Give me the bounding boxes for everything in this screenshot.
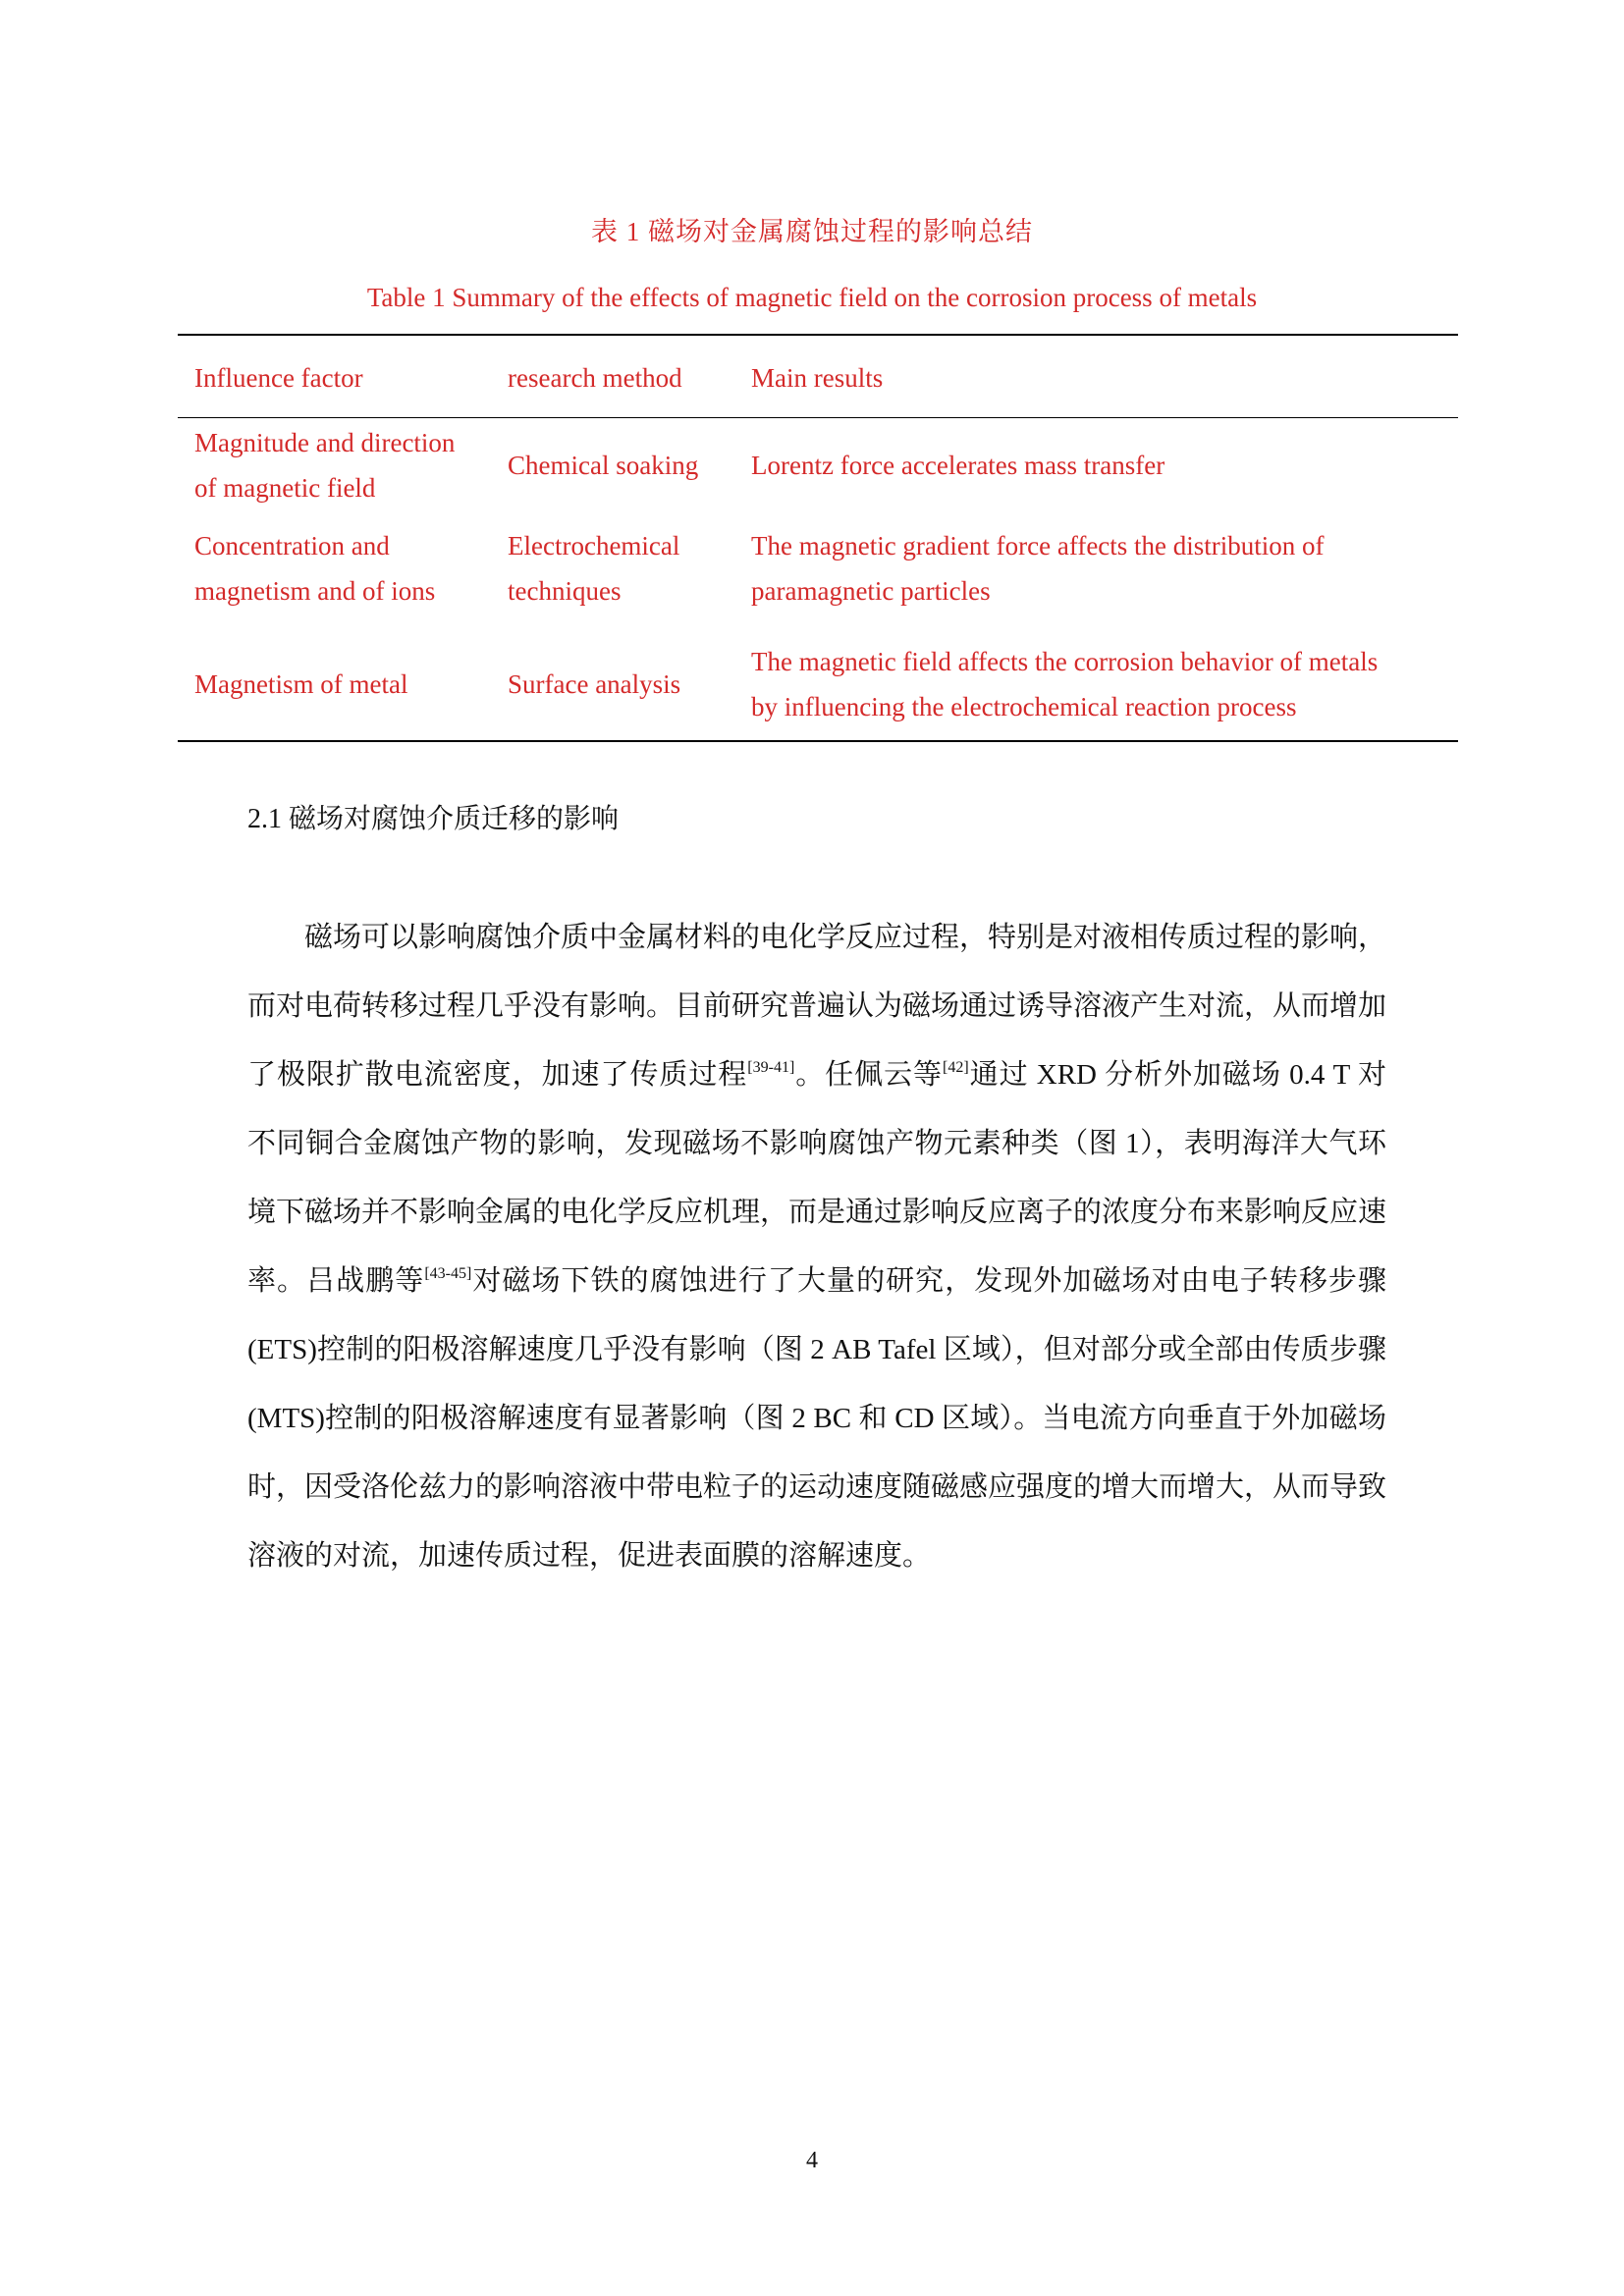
paragraph-line xyxy=(247,1041,1386,1109)
table-cell-result: paramagnetic particles xyxy=(751,576,991,606)
table-bottom-rule xyxy=(178,740,1458,742)
table-cell-factor: Magnetism of metal xyxy=(194,669,408,699)
citation: [43-45] xyxy=(424,1265,472,1282)
table-cell-factor: magnetism and of ions xyxy=(194,576,436,606)
paragraph-text: 率。吕战鹏等 xyxy=(247,1265,425,1297)
paragraph-line: 而对电荷转移过程几乎没有影响。目前研究普遍认为磁场通过诱导溶液产生对流，从而增加 xyxy=(247,990,1387,1022)
table-cell-method: Surface analysis xyxy=(508,669,681,699)
paragraph-text: 通过 XRD 分析外加磁场 0.4 T 对 xyxy=(968,1059,1386,1091)
table-cell-method: Electrochemical xyxy=(508,531,680,561)
table-cell-method: Chemical soaking xyxy=(508,451,699,480)
table-cell-result: The magnetic gradient force affects the distribution of xyxy=(751,531,1325,561)
table-header-rule xyxy=(178,417,1458,418)
body-paragraph xyxy=(247,903,1386,1590)
paragraph-text: 。任佩云等 xyxy=(794,1059,944,1091)
table-top-rule xyxy=(178,334,1458,336)
table-cell-factor: Magnitude and direction xyxy=(194,428,456,457)
paragraph-line: (ETS)控制的阳极溶解速度几乎没有影响（图 2 AB Tafel 区域），但对部分或全部由传质步骤 xyxy=(247,1334,1386,1365)
paragraph-text: 对磁场下铁的腐蚀进行了大量的研究，发现外加磁场对由电子转移步骤 xyxy=(471,1265,1386,1297)
paragraph-text: 了极限扩散电流密度，加速了传质过程 xyxy=(247,1059,748,1091)
page-number: 4 xyxy=(806,2148,818,2173)
table-cell-result: The magnetic field affects the corrosion behavior of metals xyxy=(751,647,1379,676)
paragraph-line xyxy=(247,1247,1386,1315)
table-caption-cn: 表 1 磁场对金属腐蚀过程的影响总结 xyxy=(591,217,1033,246)
section-number: 2.1 xyxy=(247,804,282,834)
table-caption-en: Table 1 Summary of the effects of magnetic field on the corrosion process of metals xyxy=(366,283,1258,312)
paragraph-line: (MTS)控制的阳极溶解速度有显著影响（图 2 BC 和 CD 区域）。当电流方向垂直于外加磁场 xyxy=(247,1403,1386,1434)
section-title: 磁场对腐蚀介质迁移的影响 xyxy=(289,804,620,834)
table-cell-factor: Concentration and xyxy=(194,531,390,561)
paragraph-line: 不同铜合金腐蚀产物的影响，发现磁场不影响腐蚀产物元素种类（图 1），表明海洋大气环 xyxy=(247,1128,1386,1159)
table-header-results: Main results xyxy=(751,363,884,393)
table-cell-method: techniques xyxy=(508,576,622,606)
paragraph-line: 时，因受洛伦兹力的影响溶液中带电粒子的运动速度随磁感应强度的增大而增大，从而导致 xyxy=(247,1471,1387,1503)
paragraph-line: 境下磁场并不影响金属的电化学反应机理，而是通过影响反应离子的浓度分布来影响反应速 xyxy=(247,1197,1387,1228)
citation: [39-41] xyxy=(747,1059,795,1076)
table-header-factor: Influence factor xyxy=(194,363,363,393)
paragraph-line: 溶液的对流，加速传质过程，促进表面膜的溶解速度。 xyxy=(247,1540,932,1572)
section-heading xyxy=(247,797,619,836)
citation: [42] xyxy=(943,1059,969,1076)
table-header-method: research method xyxy=(508,363,682,393)
table-cell-factor: of magnetic field xyxy=(194,473,376,503)
paragraph-line: 磁场可以影响腐蚀介质中金属材料的电化学反应过程，特别是对液相传质过程的影响， xyxy=(304,922,1387,953)
table-cell-result: by influencing the electrochemical reaction process xyxy=(751,692,1297,721)
table-cell-result: Lorentz force accelerates mass transfer xyxy=(751,451,1165,480)
